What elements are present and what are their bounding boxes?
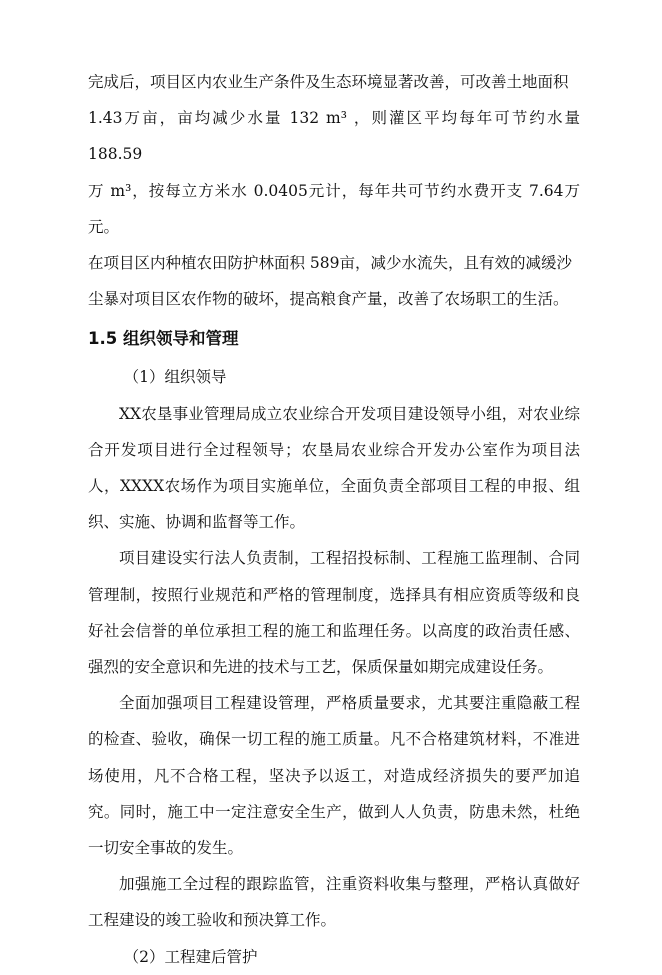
body-paragraph: XX农垦事业管理局成立农业综合开发项目建设领导小组，对农业综合开发项目进行全过程领导；农垦局农业综合开发办公室作为项目法人，XXXX农场作为项目实施单位，全面负责全部项目工程的申报、组织、实施、协调和监督等工作。 xyxy=(88,404,580,532)
intro-line: 完成后，项目区内农业生产条件及生态环境显著改善，可改善土地面积 xyxy=(88,73,569,91)
intro-paragraph xyxy=(88,64,580,317)
body-paragraph: 项目建设实行法人负责制，工程招投标制、工程施工监理制、合同管理制，按照行业规范和严格的管理制度，选择具有相应资质等级和良好社会信誉的单位承担工程的施工和监理任务。以高度的政治责任感、强烈的安全意识和先进的技术与工艺，保质保量如期完成建设任务。 xyxy=(88,549,580,677)
section-heading: 1.5 组织领导和管理 xyxy=(88,329,239,349)
intro-line: 在项目区内种植农田防护林面积 589亩，减少水流失，且有效的减缓沙 xyxy=(88,254,573,273)
intro-line: 1.43万亩，亩均减少水量 132 m³ ，则灌区平均每年可节约水量 188.59 xyxy=(88,109,580,164)
intro-line: 万 m³，按每立方米水 0.0405元计，每年共可节约水费开支 7.64万元。 xyxy=(88,181,580,236)
body-paragraph: 加强施工全过程的跟踪监管，注重资料收集与整理，严格认真做好工程建设的竣工验收和预决算工作。 xyxy=(88,875,580,930)
body-paragraph: 全面加强项目工程建设管理，严格质量要求，尤其要注重隐蔽工程的检查、验收，确保一切工程的施工质量。凡不合格建筑材料，不准进场使用，凡不合格工程，坚决予以返工，对造成经济损失的要严加追究。同时，施工中一定注意安全生产，做到人人负责，防患未然，杜绝一切安全事故的发生。 xyxy=(88,694,580,858)
subsection-title: （1）组织领导 xyxy=(123,368,227,387)
subsection-title: （2）工程建后管护 xyxy=(123,947,258,966)
intro-line: 尘暴对项目区农作物的破坏，提高粮食产量，改善了农场职工的生活。 xyxy=(88,290,569,309)
